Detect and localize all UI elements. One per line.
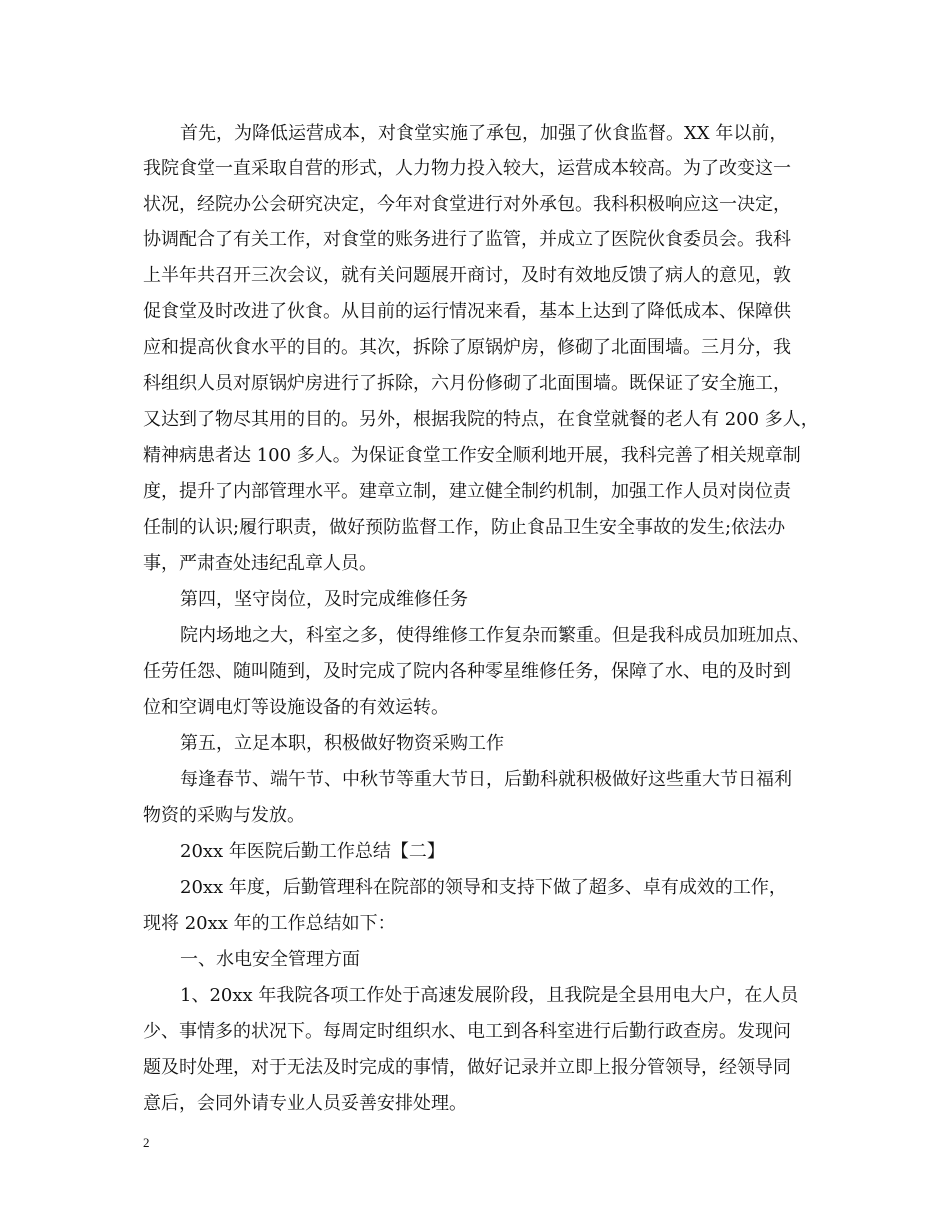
text-line: 任制的认识;履行职责，做好预防监督工作，防止食品卫生安全事故的发生;依法办: [143, 517, 786, 538]
section-heading: 一、水电安全管理方面: [180, 949, 360, 970]
text-line: 应和提高伙食水平的目的。其次，拆除了原锅炉房，修砌了北面围墙。三月分，我: [143, 337, 791, 358]
text-line: 精神病患者达 100 多人。为保证食堂工作安全顺利地开展，我科完善了相关规章制: [143, 445, 801, 466]
text-line: 意后，会同外请专业人员妥善安排处理。: [143, 1093, 467, 1114]
text-line: 科组织人员对原锅炉房进行了拆除，六月份修砌了北面围墙。既保证了安全施工，: [143, 373, 791, 394]
text-line: 上半年共召开三次会议，就有关问题展开商讨，及时有效地反馈了病人的意见，敦: [143, 265, 791, 286]
text-line: 又达到了物尽其用的目的。另外，根据我院的特点，在食堂就餐的老人有 200 多人，: [143, 409, 819, 430]
text-line: 位和空调电灯等设施设备的有效运转。: [143, 697, 449, 718]
text-line: 协调配合了有关工作，对食堂的账务进行了监管，并成立了医院伙食委员会。我科: [143, 229, 791, 250]
text-line: 少、事情多的状况下。每周定时组织水、电工到各科室进行后勤行政查房。发现问: [143, 1021, 791, 1042]
text-line: 物资的采购与发放。: [143, 805, 305, 826]
text-line: 题及时处理，对于无法及时完成的事情，做好记录并立即上报分管领导，经领导同: [143, 1057, 791, 1078]
text-line: 促食堂及时改进了伙食。从目前的运行情况来看，基本上达到了降低成本、保障供: [143, 301, 791, 322]
text-line: 20xx 年度，后勤管理科在院部的领导和支持下做了超多、卓有成效的工作，: [180, 877, 787, 898]
text-line: 院内场地之大，科室之多，使得维修工作复杂而繁重。但是我科成员加班加点、: [180, 625, 810, 646]
section-heading: 第四，坚守岗位，及时完成维修任务: [180, 589, 468, 610]
section-title: 20xx 年医院后勤工作总结【二】: [180, 841, 445, 862]
text-line: 首先，为降低运营成本，对食堂实施了承包，加强了伙食监督。XX 年以前，: [180, 123, 788, 144]
page-number: 2: [143, 1135, 150, 1150]
text-line: 现将 20xx 年的工作总结如下：: [143, 913, 396, 934]
text-line: 任劳任怨、随叫随到，及时完成了院内各种零星维修任务，保障了水、电的及时到: [143, 661, 791, 682]
text-line: 度，提升了内部管理水平。建章立制，建立健全制约机制，加强工作人员对岗位责: [143, 481, 791, 502]
section-heading: 第五，立足本职，积极做好物资采购工作: [180, 733, 504, 754]
text-line: 1、20xx 年我院各项工作处于高速发展阶段，且我院是全县用电大户，在人员: [180, 985, 799, 1006]
text-line: 事，严肃查处违纪乱章人员。: [143, 553, 377, 574]
text-line: 状况，经院办公会研究决定，今年对食堂进行对外承包。我科积极响应这一决定，: [143, 194, 791, 215]
text-line: 我院食堂一直采取自营的形式，人力物力投入较大，运营成本较高。为了改变这一: [143, 158, 791, 179]
text-line: 每逢春节、端午节、中秋节等重大节日，后勤科就积极做好这些重大节日福利: [180, 769, 792, 790]
